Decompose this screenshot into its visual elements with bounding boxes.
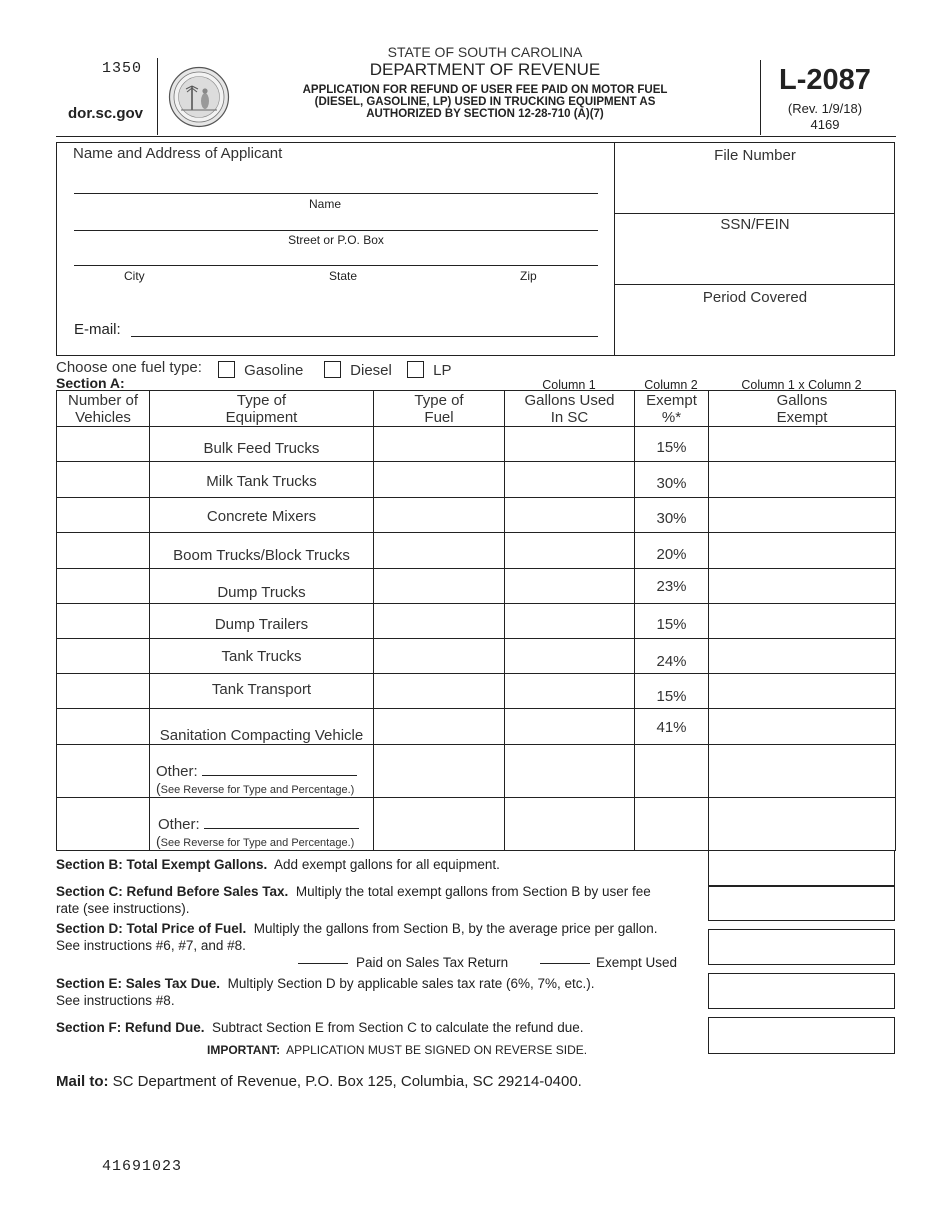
- gallons-cell[interactable]: [505, 709, 635, 745]
- fuel-cell[interactable]: [374, 462, 505, 498]
- gallons-exempt-cell[interactable]: [709, 604, 896, 639]
- vehicles-cell[interactable]: [57, 462, 150, 498]
- equipment-cell: Sanitation Compacting Vehicle: [150, 709, 374, 745]
- email-label: E-mail:: [74, 321, 121, 338]
- form-title-line1: APPLICATION FOR REFUND OF USER FEE PAID ON MOTOR FUEL: [302, 84, 668, 96]
- equipment-cell: Tank Transport: [150, 674, 374, 709]
- other-equipment-cell[interactable]: Other: (See Reverse for Type and Percentage.): [150, 798, 374, 851]
- form-code-top: 1350: [102, 60, 143, 77]
- form-id: 4169: [810, 117, 840, 132]
- state-label: State: [329, 269, 358, 283]
- section-c-amount-box[interactable]: [708, 886, 895, 921]
- section-e-amount-box[interactable]: [708, 973, 895, 1009]
- paid-on-sales-tax-label: Paid on Sales Tax Return: [356, 955, 509, 970]
- equipment-cell: Boom Trucks/Block Trucks: [150, 533, 374, 569]
- state-field[interactable]: [290, 246, 440, 266]
- mail-to: [56, 1073, 582, 1090]
- other-note: See Reverse for Type and Percentage.): [160, 784, 355, 796]
- table-row: [57, 639, 896, 674]
- revision-date: (Rev. 1/9/18): [787, 101, 863, 116]
- table-header-row: [57, 391, 896, 427]
- fuel-cell[interactable]: [374, 709, 505, 745]
- gallons-exempt-cell[interactable]: [709, 674, 896, 709]
- form-title-line2: (DIESEL, GASOLINE, LP) USED IN TRUCKING EQUIPMENT AS: [314, 96, 656, 108]
- street-field[interactable]: [74, 211, 598, 231]
- table-row: [57, 569, 896, 604]
- other-equipment-cell[interactable]: Other: (See Reverse for Type and Percentage.): [150, 745, 374, 798]
- right-panel-rule-2: [614, 284, 895, 285]
- form-title: [250, 84, 720, 120]
- equipment-cell: Dump Trailers: [150, 604, 374, 639]
- equipment-cell: Tank Trucks: [150, 639, 374, 674]
- header-exempt-percent: Exempt %*: [635, 391, 709, 427]
- section-b-text: Add exempt gallons for all equipment.: [274, 857, 500, 872]
- gallons-cell[interactable]: [505, 639, 635, 674]
- vehicles-cell[interactable]: [57, 533, 150, 569]
- form-title-line3: AUTHORIZED BY SECTION 12-28-710 (A)(7): [366, 108, 604, 120]
- exempt-percent-cell[interactable]: [635, 798, 709, 851]
- exempt-percent-cell: 20%: [635, 533, 709, 569]
- gallons-exempt-cell[interactable]: [709, 798, 896, 851]
- gallons-cell[interactable]: [505, 569, 635, 604]
- section-f-title: Section F: Refund Due.: [56, 1020, 205, 1035]
- name-field[interactable]: [74, 174, 598, 194]
- fuel-cell[interactable]: [374, 745, 505, 798]
- other-label: Other:: [156, 763, 198, 780]
- gallons-cell[interactable]: [505, 674, 635, 709]
- vehicles-cell[interactable]: [57, 798, 150, 851]
- exempt-percent-cell: 41%: [635, 709, 709, 745]
- fuel-type-prompt: Choose one fuel type:: [56, 359, 202, 376]
- equipment-table: [56, 390, 896, 851]
- applicant-divider: [614, 142, 615, 356]
- department-name: DEPARTMENT OF REVENUE: [369, 60, 601, 79]
- equipment-cell: Concrete Mixers: [150, 498, 374, 533]
- header-type-of-equipment: Type of Equipment: [150, 391, 374, 427]
- gasoline-label: Gasoline: [244, 362, 304, 379]
- website: dor.sc.gov: [68, 105, 144, 122]
- fuel-cell[interactable]: [374, 498, 505, 533]
- vehicles-cell[interactable]: [57, 639, 150, 674]
- mail-to-address: SC Department of Revenue, P.O. Box 125, Columbia, SC 29214-0400.: [112, 1073, 582, 1090]
- section-c-title: Section C: Refund Before Sales Tax.: [56, 884, 289, 899]
- gallons-exempt-cell[interactable]: [709, 709, 896, 745]
- section-d-title: Section D: Total Price of Fuel.: [56, 921, 247, 936]
- lp-label: LP: [433, 362, 452, 379]
- diesel-checkbox[interactable]: [324, 361, 341, 378]
- section-e-text-1: Multiply Section D by applicable sales tax rate (6%, 7%, etc.).: [227, 976, 595, 991]
- other-note: See Reverse for Type and Percentage.): [160, 837, 355, 849]
- table-row: [57, 462, 896, 498]
- gallons-cell[interactable]: [505, 798, 635, 851]
- section-b: [56, 856, 696, 873]
- section-c-text-1: Multiply the total exempt gallons from Section B by user fee: [295, 884, 651, 899]
- fuel-cell[interactable]: [374, 798, 505, 851]
- zip-field[interactable]: [470, 246, 598, 266]
- table-row: [57, 709, 896, 745]
- table-row: [57, 604, 896, 639]
- header-number-of-vehicles: Number of Vehicles: [57, 391, 150, 427]
- section-c-text-2: rate (see instructions).: [56, 901, 190, 916]
- state-seal-icon: [168, 66, 230, 128]
- gallons-exempt-cell[interactable]: [709, 427, 896, 462]
- street-label: Street or P.O. Box: [288, 233, 384, 247]
- vehicles-cell[interactable]: [57, 569, 150, 604]
- header-type-of-fuel: Type of Fuel: [374, 391, 505, 427]
- period-covered-field[interactable]: [620, 312, 890, 350]
- section-b-amount-box[interactable]: [708, 850, 895, 886]
- exempt-percent-cell: 15%: [635, 604, 709, 639]
- gallons-exempt-cell[interactable]: [709, 745, 896, 798]
- vehicles-cell[interactable]: [57, 427, 150, 462]
- other-input-line[interactable]: [202, 775, 357, 776]
- form-number: L-2087: [779, 64, 871, 96]
- section-c: [56, 883, 706, 917]
- exempt-used-label: Exempt Used: [596, 955, 678, 970]
- header-gallons-used: Gallons Used In SC: [505, 391, 635, 427]
- equipment-cell: Milk Tank Trucks: [150, 462, 374, 498]
- state-name: STATE OF SOUTH CAROLINA: [387, 44, 583, 60]
- email-field[interactable]: [131, 316, 598, 337]
- equipment-cell: Bulk Feed Trucks: [150, 427, 374, 462]
- equipment-cell: Dump Trucks: [150, 569, 374, 604]
- table-row: [57, 498, 896, 533]
- section-d-amount-box[interactable]: [708, 929, 895, 965]
- header-rule: [56, 136, 896, 137]
- important-notice: [207, 1043, 587, 1057]
- section-e-text-2: See instructions #8.: [56, 993, 175, 1008]
- city-field[interactable]: [74, 246, 274, 266]
- gallons-cell[interactable]: [505, 498, 635, 533]
- other-label: Other:: [158, 816, 200, 833]
- ssn-fein-label: SSN/FEIN: [720, 216, 790, 233]
- vehicles-cell[interactable]: [57, 498, 150, 533]
- section-f: [56, 1019, 706, 1036]
- exempt-percent-cell: 15%: [635, 674, 709, 709]
- other-input-line[interactable]: [204, 828, 359, 829]
- table-row-other-2: [57, 798, 896, 851]
- table-row: [57, 427, 896, 462]
- table-row: [57, 674, 896, 709]
- zip-label: Zip: [520, 269, 537, 283]
- file-number-label: File Number: [714, 147, 796, 164]
- column-1-caption: Column 1: [542, 378, 596, 392]
- column-2-caption: Column 2: [644, 378, 698, 392]
- gallons-cell[interactable]: [505, 533, 635, 569]
- ssn-fein-field[interactable]: [620, 238, 890, 278]
- fuel-cell[interactable]: [374, 533, 505, 569]
- section-e: [56, 975, 706, 1009]
- header-divider-right: [760, 60, 761, 135]
- exempt-percent-cell[interactable]: [635, 745, 709, 798]
- gallons-cell[interactable]: [505, 427, 635, 462]
- section-d-text-2: See instructions #6, #7, and #8.: [56, 938, 246, 953]
- gasoline-checkbox[interactable]: [218, 361, 235, 378]
- fuel-cell[interactable]: [374, 427, 505, 462]
- fuel-option-diesel[interactable]: [324, 361, 392, 379]
- section-d-text-1: Multiply the gallons from Section B, by the average price per gallon.: [253, 921, 658, 936]
- gallons-cell[interactable]: [505, 604, 635, 639]
- section-f-amount-box[interactable]: [708, 1017, 895, 1054]
- gallons-exempt-cell[interactable]: [709, 498, 896, 533]
- barcode-number: 41691023: [102, 1158, 183, 1175]
- header-gallons-exempt: Gallons Exempt: [709, 391, 896, 427]
- gallons-cell[interactable]: [505, 462, 635, 498]
- fuel-option-lp[interactable]: [407, 361, 452, 379]
- exempt-percent-cell: 30%: [635, 498, 709, 533]
- applicant-heading: Name and Address of Applicant: [73, 145, 283, 162]
- section-e-title: Section E: Sales Tax Due.: [56, 976, 221, 991]
- vehicles-cell[interactable]: [57, 709, 150, 745]
- section-b-title: Section B: Total Exempt Gallons.: [56, 857, 268, 872]
- section-f-text: Subtract Section E from Section C to calculate the refund due.: [212, 1020, 584, 1035]
- vehicles-cell[interactable]: [57, 674, 150, 709]
- period-covered-label: Period Covered: [702, 289, 808, 306]
- section-d: [56, 920, 706, 954]
- header-divider-left: [157, 58, 158, 135]
- important-label: IMPORTANT:: [207, 1043, 281, 1057]
- exempt-percent-cell: 15%: [635, 427, 709, 462]
- diesel-label: Diesel: [350, 362, 392, 379]
- gallons-exempt-cell[interactable]: [709, 639, 896, 674]
- vehicles-cell[interactable]: [57, 745, 150, 798]
- vehicles-cell[interactable]: [57, 604, 150, 639]
- gallons-exempt-cell[interactable]: [709, 569, 896, 604]
- section-a-title: Section A:: [56, 375, 125, 391]
- fuel-cell[interactable]: [374, 604, 505, 639]
- right-panel-rule-1: [614, 213, 895, 214]
- column-product-caption: Column 1 x Column 2: [741, 378, 862, 392]
- fuel-cell[interactable]: [374, 674, 505, 709]
- gallons-exempt-cell[interactable]: [709, 462, 896, 498]
- table-row: [57, 533, 896, 569]
- lp-checkbox[interactable]: [407, 361, 424, 378]
- exempt-percent-cell: 30%: [635, 462, 709, 498]
- fuel-cell[interactable]: [374, 569, 505, 604]
- gallons-exempt-cell[interactable]: [709, 533, 896, 569]
- name-label: Name: [308, 197, 341, 211]
- city-label: City: [124, 269, 145, 283]
- gallons-cell[interactable]: [505, 745, 635, 798]
- exempt-percent-cell: 24%: [635, 639, 709, 674]
- exempt-percent-cell: 23%: [635, 569, 709, 604]
- fuel-cell[interactable]: [374, 639, 505, 674]
- paid-on-sales-tax-line[interactable]: [298, 963, 348, 964]
- table-row-other-1: [57, 745, 896, 798]
- file-number-field[interactable]: [620, 170, 890, 208]
- mail-to-label: Mail to:: [56, 1073, 109, 1090]
- exempt-used-line[interactable]: [540, 963, 590, 964]
- fuel-option-gasoline[interactable]: [218, 361, 303, 379]
- important-text: APPLICATION MUST BE SIGNED ON REVERSE SIDE.: [286, 1043, 588, 1057]
